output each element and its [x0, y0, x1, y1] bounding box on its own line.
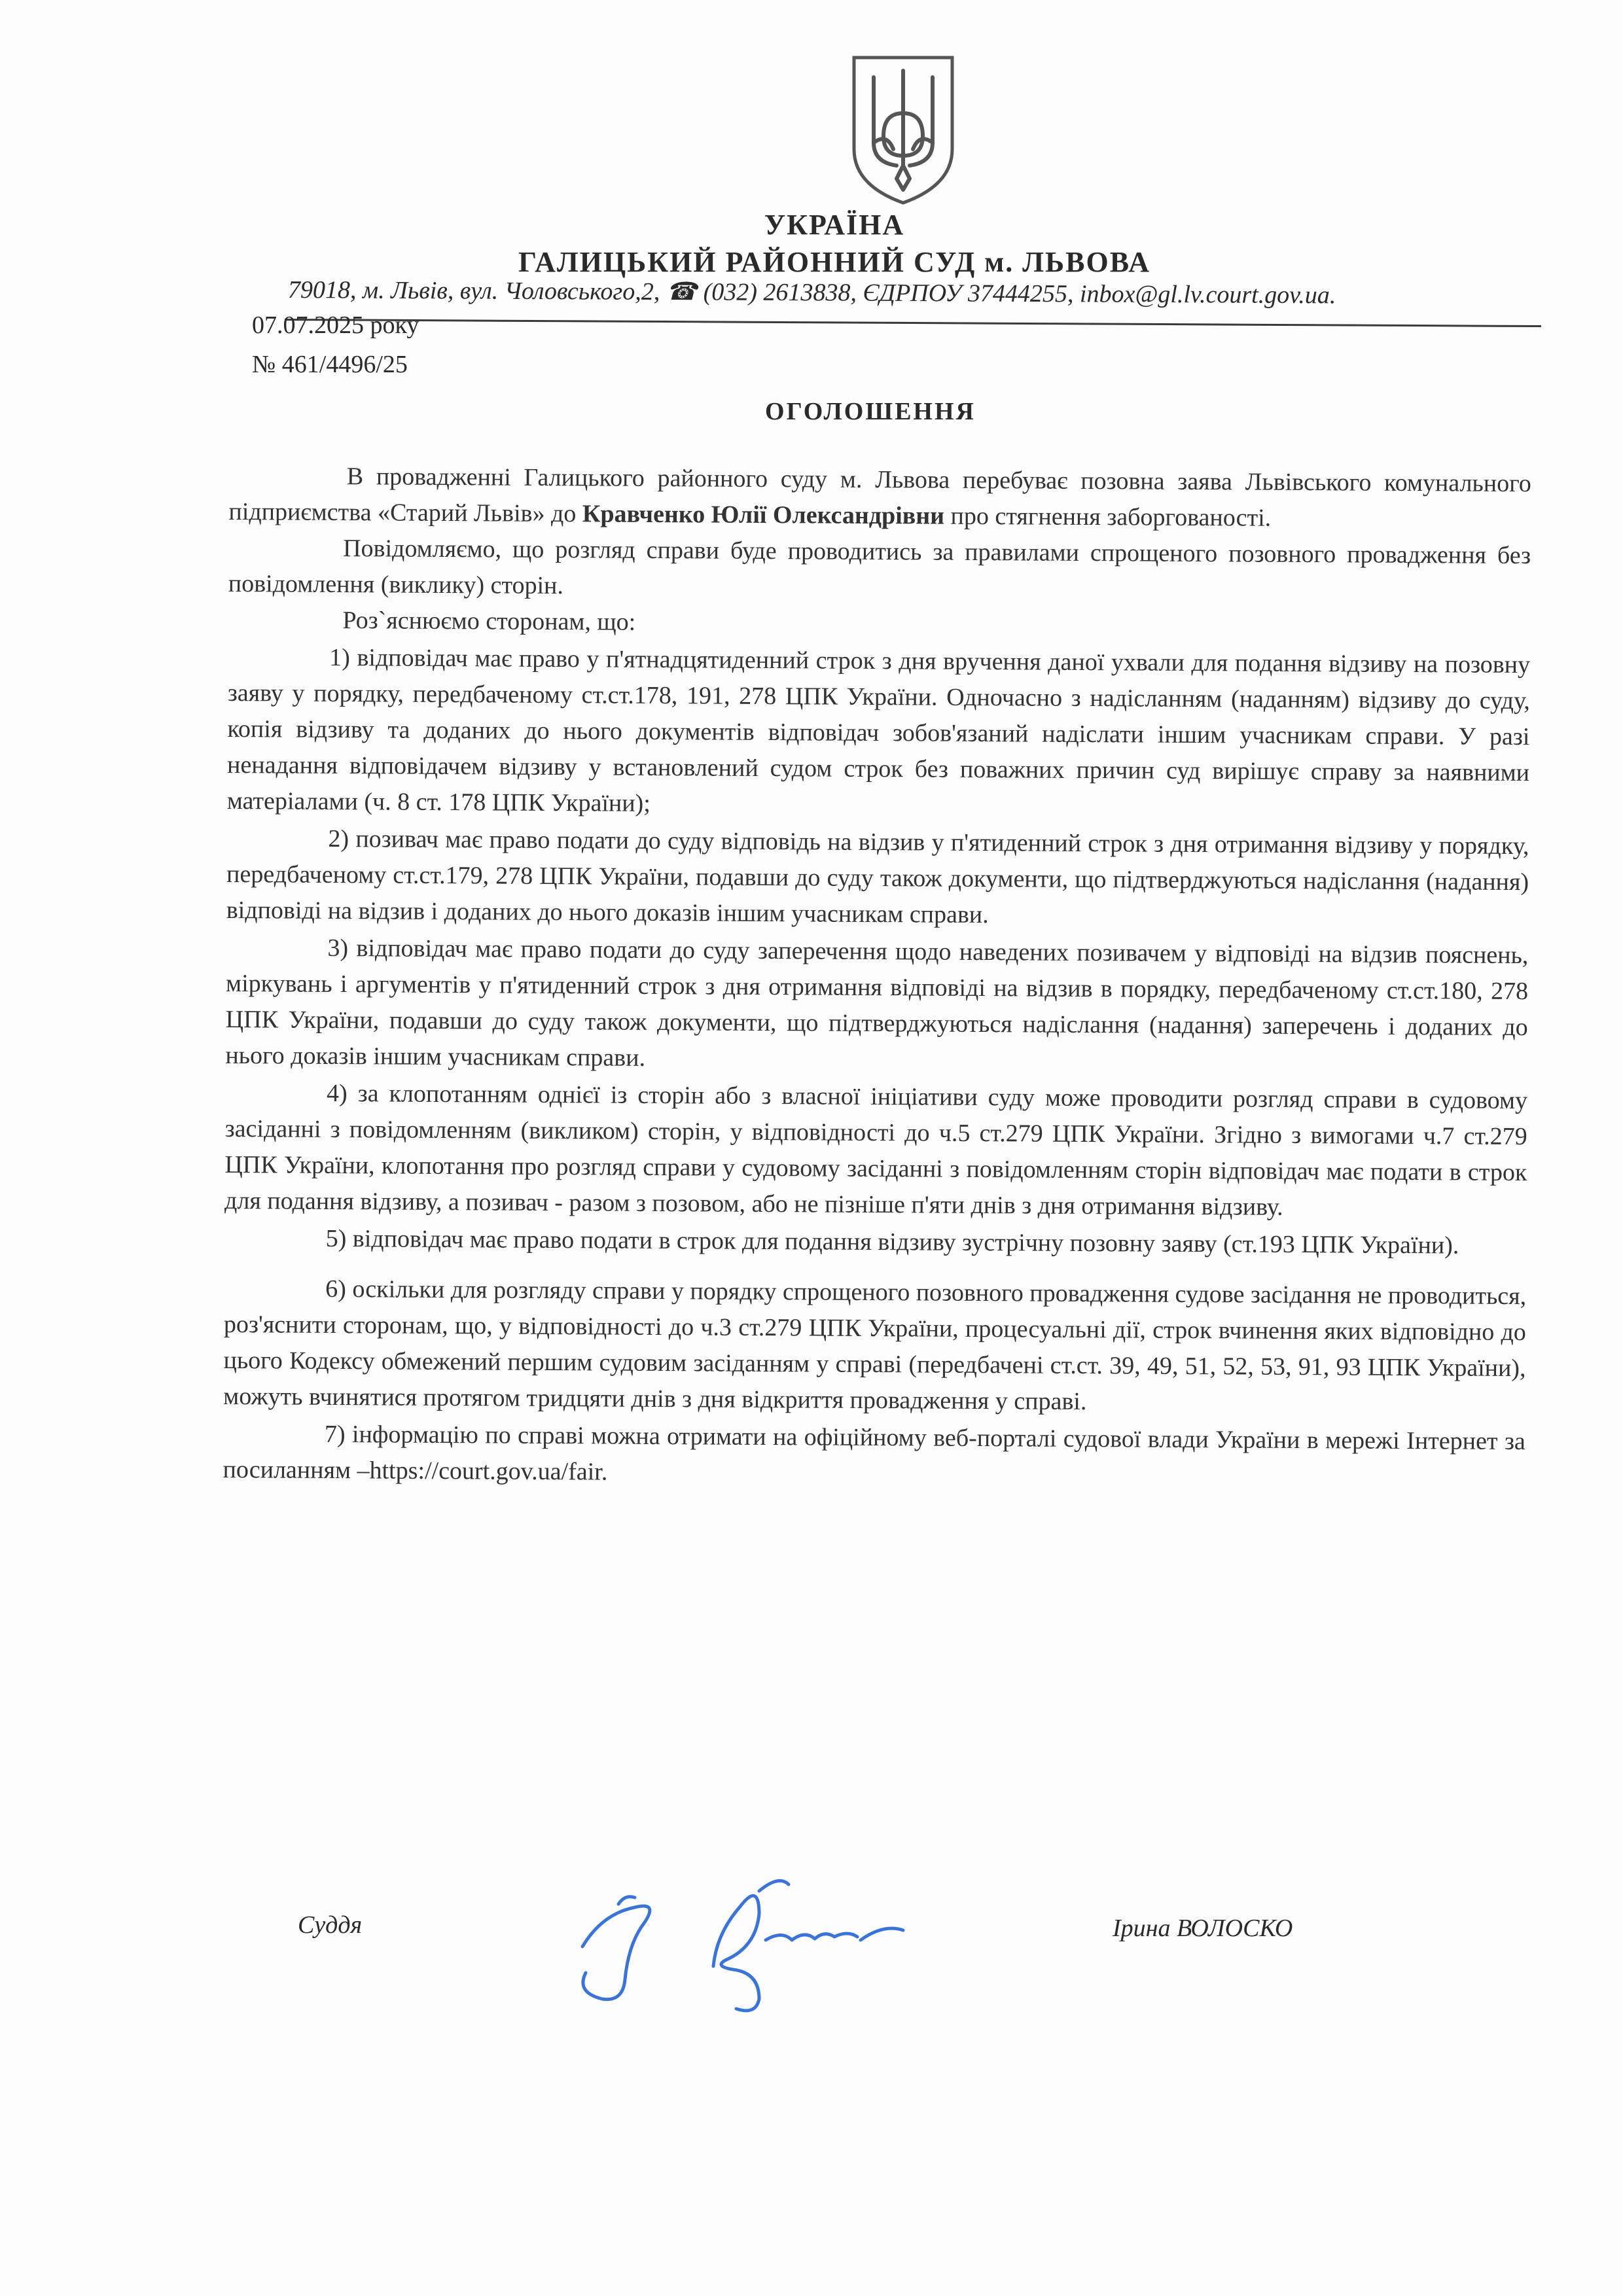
document-date: 07.07.2025 року — [252, 311, 419, 339]
court-contacts: 79018, м. Львів, вул. Чоловського,2, ☎ (032) 2613838, ЄДРПОУ 37444255, inbox@gl.lv.court.gov.ua. — [287, 276, 1336, 309]
list-item-1: 1) відповідач має право у п'ятнадцятиденний строк з дня вручення даної ухвали для подання відзиву на позовну заяву у порядку, передбаченому ст.ст.178, 191, 278 ЦПК України. Одночасно з надісланням (наданням) відзиву до суду, копія відзиву та доданих до нього документів відповідач зобов'язаний надіслати іншим учасникам справи. У разі ненадання відповідачем відзиву у встановлений судом строк без поважних причин суд вирішує справу за наявними матеріалами (ч. 8 ст. 178 ЦПК України); — [226, 643, 1531, 817]
document-title: ОГОЛОШЕННЯ — [765, 398, 976, 425]
intro-paragraph — [228, 458, 1531, 538]
country-heading: УКРАЇНА — [764, 209, 905, 241]
list-item-4: 4) за клопотанням однієї із сторін або з власної ініціативи суду може проводити розгляд справи в судовому засіданні з повідомленням (викликом) сторін, у відповідності до ч.5 ст.279 ЦПК України. Згідно з вимогами ч.7 ст.279 ЦПК України, клопотання про розгляд справи у судовому засіданні з повідомленням сторін відповідач має подати в строк для подання відзиву, а позивач - разом з позовом, або не пізніше п'яти днів з дня отримання відзиву. — [224, 1079, 1528, 1221]
list-item-3: 3) відповідач має право подати до суду заперечення щодо наведених позивачем у відповіді на відзив пояснень, міркувань і аргументів у п'ятиденний строк з дня отримання відповіді на відзив в порядку, передбаченому ст.ст.180, 278 ЦПК України, подавши до суду також документи, що підтверджуються надіслання (надання) заперечень і доданих до нього доказів іншим учасникам справи. — [225, 934, 1529, 1072]
case-number: № 461/4496/25 — [252, 351, 408, 378]
list-item-5: 5) відповідач має право подати в строк для подання відзиву зустрічну позовну заяву (ст.193 ЦПК України). — [325, 1224, 1459, 1260]
judge-signature — [563, 1868, 929, 2019]
header-divider — [285, 319, 1541, 327]
intro-text-end: про стягнення заборгованості. — [944, 502, 1272, 532]
document-body — [223, 458, 1531, 1496]
court-name-heading: ГАЛИЦЬКИЙ РАЙОННИЙ СУД м. ЛЬВОВА — [518, 246, 1151, 278]
trident-emblem-icon — [847, 51, 959, 208]
defendant-name: Кравченко Юлії Олександрівни — [582, 500, 945, 530]
explain-paragraph: Роз`яснюємо сторонам, що: — [342, 607, 636, 636]
list-item-6: 6) оскільки для розгляду справи у порядку спрощеного позовного провадження судове засідання не проводиться, роз'яснити сторонам, що, у відповідності до ч.3 ст.279 ЦПК України, процесуальні дії, строк вчинення яких відповідно до цього Кодексу обмежений першим судовим засіданням у справі (передбачені ст.ст. 39, 49, 51, 52, 53, 91, 93 ЦПК України), можуть вчинятися протягом тридцяти днів з дня відкриття провадження у справі. — [223, 1275, 1527, 1416]
list-item-7: 7) інформацію по справі можна отримати на офіційному веб-порталі судової влади України в мережі Інтернет за посиланням –https://court.gov.ua/fair. — [223, 1420, 1525, 1486]
intro-text-start: В провадженні Галицького районного суду м. Львова перебуває позовна заява Львівського комунального підприємства «Старий Львів» до — [228, 463, 1531, 528]
judge-label: Суддя — [298, 1911, 363, 1939]
notice-paragraph: Повідомляємо, що розгляд справи буде проводитись за правилами спрощеного позовного провадження без повідомлення (виклику) сторін. — [228, 535, 1531, 600]
list-item-2: 2) позивач має право подати до суду відповідь на відзив у п'ятиденний строк з дня отримання відзиву у порядку, передбаченому ст.ст.179, 278 ЦПК України, подавши до суду також документи, що підтверджуються надіслання (надання) відповіді на відзив і доданих до нього доказів іншим учасникам справи. — [226, 824, 1529, 929]
judge-name: Ірина ВОЛОСКО — [1113, 1915, 1293, 1942]
